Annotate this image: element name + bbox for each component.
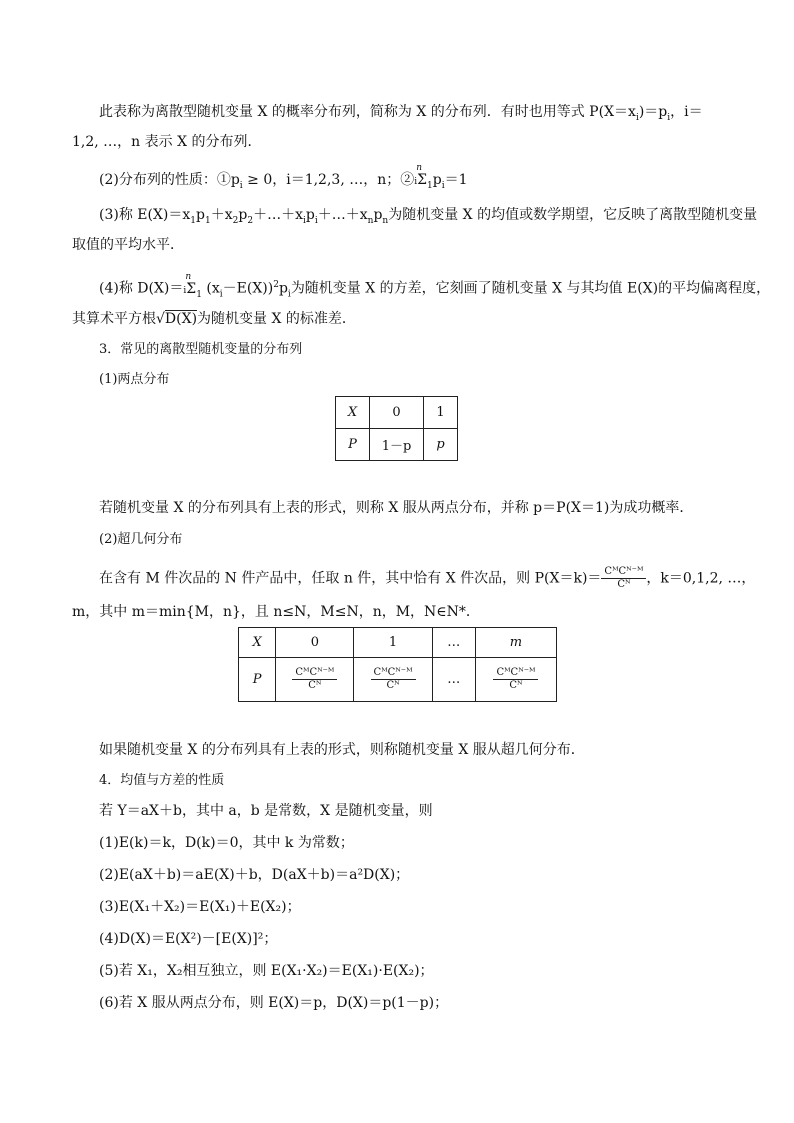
cell-text: X [347, 405, 358, 420]
fraction-numerator: CᴹCᴺ⁻ᴹ [493, 667, 538, 680]
cell-text: p [436, 437, 445, 452]
section-heading-3: 3．常见的离散型随机变量的分布列 [99, 342, 303, 357]
text: ＝1 [444, 172, 468, 188]
table-cell [475, 628, 556, 658]
fraction-numerator: CᴹCᴺ⁻ᴹ [292, 667, 337, 680]
sigma-symbol: Σ [186, 280, 197, 297]
fraction-denominator: Cᴺ [509, 680, 523, 691]
subscript: i [287, 289, 291, 300]
table-cell [354, 658, 432, 702]
subscript: 1 [190, 215, 197, 226]
text: )＝p [638, 104, 668, 120]
text: (3)称 E(X)＝x [99, 207, 191, 223]
fraction-numerator: CᴹCᴺ⁻ᴹ [371, 667, 416, 680]
text: p [238, 207, 248, 223]
text: ≥ 0，i＝1,2,3, …，n；② [242, 172, 415, 188]
table-cell: 1－p [369, 429, 423, 461]
subscript: i [239, 180, 243, 191]
subsection-heading: (2)超几何分布 [99, 532, 183, 547]
paragraph-two-point: 若随机变量 X 的分布列具有上表的形式，则称 X 服从两点分布，并称 p＝P(X＝1)为成功概率． [99, 500, 694, 516]
table-cell [239, 628, 276, 658]
fraction [371, 667, 416, 692]
property-item: (6)若 X 服从两点分布，则 E(X)＝p，D(X)＝p(1－p)； [99, 995, 449, 1011]
property-item: (5)若 X₁，X₂相互独立，则 E(X₁·X₂)＝E(X₁)·E(X₂)； [99, 963, 434, 979]
paragraph-hypergeometric-def: 如果随机变量 X 的分布列具有上表的形式，则称随机变量 X 服从超几何分布． [99, 742, 585, 758]
table-cell: … [432, 628, 475, 658]
table-cell [276, 658, 354, 702]
subsection-heading: (1)两点分布 [99, 372, 170, 387]
summation [414, 163, 433, 196]
sum-upper: n [416, 163, 423, 173]
text: ，k＝0,1,2, …， [646, 570, 756, 587]
text: p [305, 207, 315, 223]
sigma-symbol: Σ [417, 172, 428, 188]
property-item: (4)D(X)＝E(X²)－[E(X)]²； [99, 931, 278, 947]
two-point-distribution-table [335, 396, 458, 461]
subscript: i [219, 289, 223, 300]
cell-text: X [252, 635, 262, 650]
property-item: (2)E(aX＋b)＝aE(X)＋b，D(aX＋b)＝a²D(X)； [99, 867, 410, 883]
fraction-denominator: Cᴺ [617, 579, 631, 590]
paragraph-variance [99, 271, 771, 304]
cell-text: P [252, 672, 262, 687]
subscript: i [667, 112, 671, 123]
table-row [336, 397, 458, 429]
text: 为随机变量 X 的标准差． [197, 311, 356, 327]
superscript: 2 [273, 280, 279, 290]
subscript: n [367, 215, 374, 226]
cell-text: P [348, 437, 357, 452]
subscript: 2 [247, 215, 254, 226]
text: p [196, 207, 205, 223]
table-row [336, 429, 458, 461]
table-cell [336, 397, 370, 429]
paragraph-line: 若 Y＝aX＋b，其中 a，b 是常数，X 是随机变量，则 [99, 803, 433, 819]
fraction [292, 667, 337, 692]
fraction [493, 667, 538, 692]
summation [183, 271, 202, 305]
subscript: i [441, 180, 445, 191]
text: p [432, 172, 442, 188]
fraction-denominator: Cᴺ [386, 680, 400, 691]
table-cell: 0 [276, 628, 354, 658]
table-cell: 1 [354, 628, 432, 658]
sum-index: i [414, 177, 418, 187]
property-item: (3)E(X₁＋X₂)＝E(X₁)＋E(X₂)； [99, 899, 301, 915]
sum-lower: 1 [427, 180, 433, 191]
subscript: 2 [232, 215, 239, 226]
paragraph-line: 1,2, …，n 表示 X 的分布列． [72, 134, 262, 150]
table-cell [239, 658, 276, 702]
table-cell: 1 [424, 397, 458, 429]
cell-text: m [509, 635, 523, 650]
text: p [278, 280, 288, 297]
text: p [373, 207, 383, 223]
text: －E(X)) [222, 280, 274, 297]
sum-index: i [183, 285, 187, 296]
text: ＋…＋x [253, 207, 303, 223]
subscript: i [302, 215, 306, 226]
text: (4)称 D(X)＝ [99, 280, 184, 297]
text: 其算术平方根 [72, 311, 156, 327]
hypergeometric-distribution-table [238, 627, 557, 702]
text: (x [201, 280, 220, 297]
property-item: (1)E(k)＝k，D(k)＝0，其中 k 为常数； [99, 835, 354, 851]
subscript: i [635, 112, 639, 123]
table-cell: 0 [369, 397, 423, 429]
fraction [601, 566, 646, 591]
paragraph-hypergeometric [99, 566, 755, 591]
section-heading-4: 4．均值与方差的性质 [99, 773, 225, 788]
paragraph-expectation [99, 205, 757, 231]
table-cell [424, 429, 458, 461]
text: 在含有 M 件次品的 N 件产品中，任取 n 件，其中恰有 X 件次品，则 P(X＝k)＝ [99, 570, 602, 587]
table-cell [475, 658, 556, 702]
text: 为随机变量 X 的方差，它刻画了随机变量 X 与其均值 E(X)的平均偏离程度， [290, 280, 771, 297]
text: ，i＝ [670, 104, 703, 120]
paragraph-line: 取值的平均水平． [72, 237, 184, 253]
text: 此表称为离散型随机变量 X 的概率分布列，简称为 X 的分布列．有时也用等式 P(X＝x [99, 104, 636, 120]
sum-lower: 1 [196, 289, 202, 300]
text: (2)分布列的性质：①p [99, 172, 240, 188]
table-cell [336, 429, 370, 461]
text: ＋x [210, 207, 233, 223]
subscript: n [382, 215, 389, 226]
table-row [239, 658, 557, 702]
text: 为随机变量 X 的均值或数学期望，它反映了离散型随机变量 [388, 207, 758, 223]
paragraph-properties [99, 163, 468, 196]
sqrt-content: D(X) [164, 311, 198, 327]
paragraph-distribution-definition [99, 102, 703, 128]
fraction-denominator: Cᴺ [308, 680, 322, 691]
table-cell: … [432, 658, 475, 702]
fraction-numerator: CᴹCᴺ⁻ᴹ [601, 566, 646, 579]
text: ＋…＋x [317, 207, 368, 223]
table-row [239, 628, 557, 658]
paragraph-line [72, 309, 356, 329]
paragraph-line: m，其中 m＝min{M，n}，且 n≤N，M≤N，n，M，N∈N*． [72, 604, 480, 620]
sqrt-symbol: √ [156, 311, 165, 327]
subscript: i [314, 215, 318, 226]
sum-upper: n [185, 271, 192, 282]
subscript: 1 [205, 215, 211, 226]
